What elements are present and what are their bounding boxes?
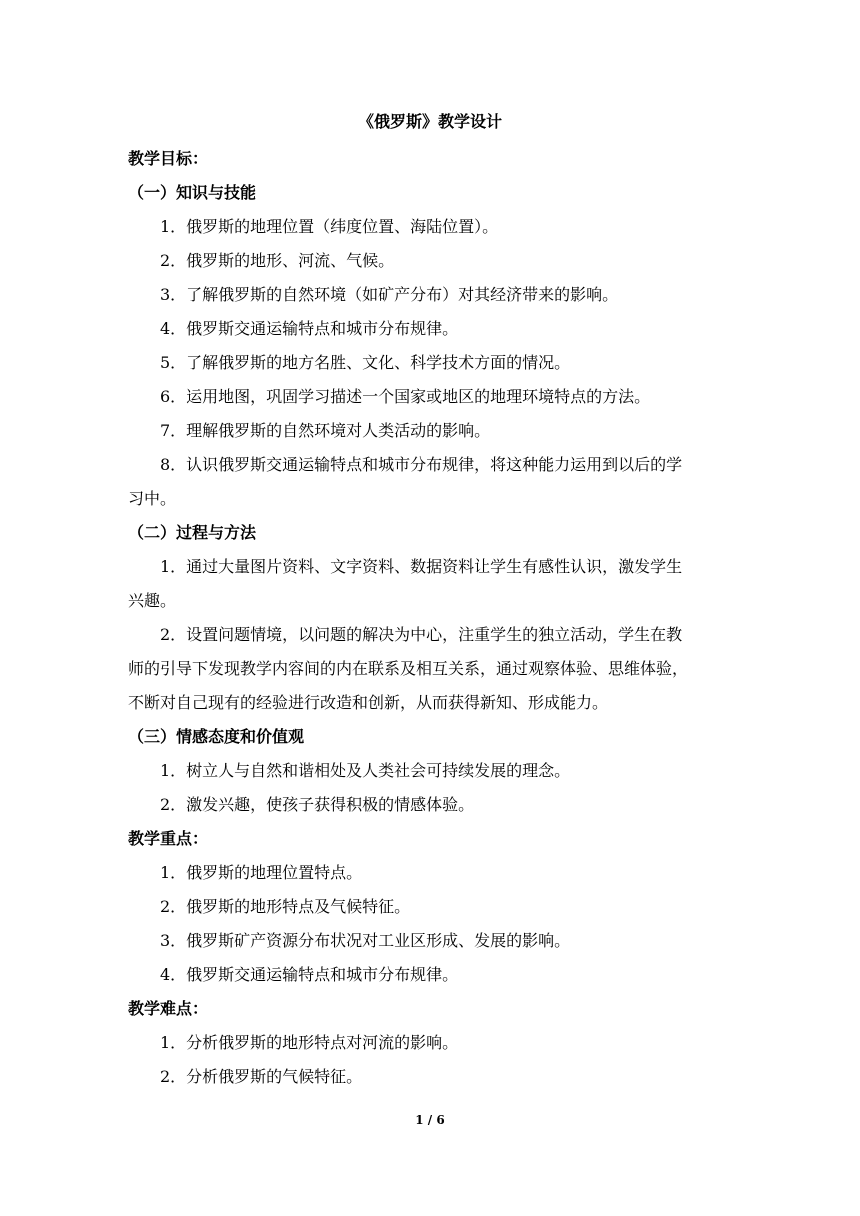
paragraph-continuation: 师的引导下发现教学内容间的内在联系及相互关系，通过观察体验、思维体验， bbox=[128, 659, 689, 678]
section-heading: （三）情感态度和价值观 bbox=[128, 727, 305, 746]
list-item: 4．俄罗斯交通运输特点和城市分布规律。 bbox=[160, 965, 459, 984]
section-heading: 教学难点： bbox=[128, 999, 209, 1018]
list-item: 4．俄罗斯交通运输特点和城市分布规律。 bbox=[160, 319, 459, 338]
list-item: 2．俄罗斯的地形、河流、气候。 bbox=[160, 251, 395, 270]
section-heading: 教学目标： bbox=[128, 149, 209, 168]
section-heading: （二）过程与方法 bbox=[128, 523, 257, 542]
page-number: 1 / 6 bbox=[415, 1113, 445, 1127]
list-item: 2．设置问题情境，以问题的解决为中心，注重学生的独立活动，学生在教 bbox=[160, 625, 683, 644]
list-item: 1．树立人与自然和谐相处及人类社会可持续发展的理念。 bbox=[160, 761, 571, 780]
list-item: 1．俄罗斯的地理位置特点。 bbox=[160, 863, 363, 882]
list-item: 3．俄罗斯矿产资源分布状况对工业区形成、发展的影响。 bbox=[160, 931, 571, 950]
list-item: 6．运用地图，巩固学习描述一个国家或地区的地理环境特点的方法。 bbox=[160, 387, 651, 406]
list-item: 1．俄罗斯的地理位置（纬度位置、海陆位置）。 bbox=[160, 217, 499, 236]
list-item: 8．认识俄罗斯交通运输特点和城市分布规律，将这种能力运用到以后的学 bbox=[160, 455, 683, 474]
list-item: 5．了解俄罗斯的地方名胜、文化、科学技术方面的情况。 bbox=[160, 353, 571, 372]
list-item: 7．理解俄罗斯的自然环境对人类活动的影响。 bbox=[160, 421, 491, 440]
paragraph-continuation: 兴趣。 bbox=[128, 591, 177, 610]
list-item: 2．激发兴趣，使孩子获得积极的情感体验。 bbox=[160, 795, 475, 814]
list-item: 1．通过大量图片资料、文字资料、数据资料让学生有感性认识，激发学生 bbox=[160, 557, 683, 576]
section-heading: （一）知识与技能 bbox=[128, 183, 257, 202]
document-body bbox=[128, 142, 732, 1094]
list-item: 1．分析俄罗斯的地形特点对河流的影响。 bbox=[160, 1033, 459, 1052]
list-item: 2．俄罗斯的地形特点及气候特征。 bbox=[160, 897, 411, 916]
paragraph-continuation: 不断对自己现有的经验进行改造和创新，从而获得新知、形成能力。 bbox=[128, 693, 609, 712]
document-title: 《俄罗斯》教学设计 bbox=[357, 112, 502, 131]
paragraph-continuation: 习中。 bbox=[128, 489, 177, 508]
list-item: 3．了解俄罗斯的自然环境（如矿产分布）对其经济带来的影响。 bbox=[160, 285, 619, 304]
list-item: 2．分析俄罗斯的气候特征。 bbox=[160, 1067, 363, 1086]
section-heading: 教学重点： bbox=[128, 829, 209, 848]
